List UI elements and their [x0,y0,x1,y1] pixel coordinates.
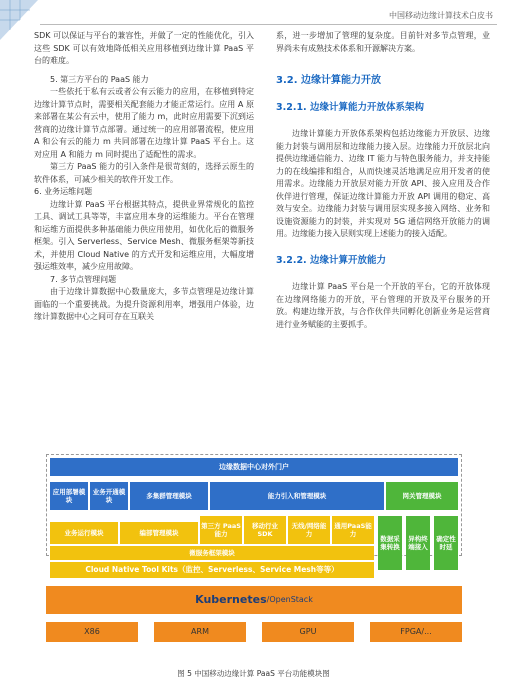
general-paas-box: 通用PaaS能力 [332,516,374,544]
orchestration-box: 编部管理模块 [120,522,198,544]
wireless-box: 无线/网络能力 [288,516,330,544]
paragraph: 由于边缘计算数据中心数量庞大，多节点管理是边缘计算面临的一个重要挑战。为提升资源利用率，增强用户体验，边缘计算数据中心之间可存在互联关 [34,287,254,321]
data-collect-box: 数据采集转换 [378,516,402,570]
subsection-title: 3.2.1. 边缘计算能力开放体系架构 [276,101,424,113]
hardware-fpga-box: FPGA/... [370,622,462,642]
app-deploy-box: 应用部署模块 [50,482,88,510]
left-column [34,30,254,324]
paragraph: 边缘计算 PaaS 平台根据其特点，提供业界常规化的监控工具、调试工具等等，丰富应用本身的运维能力。平台在管理和运维方面提供多种基础能力供应用使用，如优化后的微服务框架。引入 Serverless、Service Mesh、微服务框架等新技术，并使用 Cloud Native 的方式开发和运维应用，大幅度增强运维效率，减少应用故障。 [34,199,254,271]
kubernetes-box [46,586,462,614]
paragraph: SDK 可以保证与平台的兼容性，并做了一定的性能优化，引入这些 SDK 可以有效地降低相关应用移植到边缘计算 PaaS 平台的难度。 [34,31,254,65]
hardware-x86-box: X86 [46,622,138,642]
edge-sdk-box: 移动行业 SDK [244,516,286,544]
portal-box: 边缘数据中心对外门户 [50,458,458,476]
cloud-native-box: Cloud Native Tool Kits（监控、Serverless、Service Mesh等等） [50,562,374,578]
kubernetes-label: Kubernetes [195,593,267,606]
multi-cluster-box: 多集群管理模块 [130,482,208,510]
deterministic-box: 确定性时延 [434,516,458,570]
paragraph: 边缘计算能力开放体系架构包括边缘能力开放层、边缘能力封装与调用层和边缘能力接入层。边缘能力开放层北向提供边缘通信能力、边缘 IT 能力与特色服务能力，并支持能力的在线编排和组合，从而快速灵活地满足应用开发者的使用需求。边缘能力开放层对能力开放 API、接入应用及合作伙伴进行管理，保证边缘计算能力开放 API 调用的稳定、高效与安全。边缘能力封装与调用层实现多接入网络、业务和设施资源能力的封装，并实现对 5G 通信网络开放能力的调用。边缘能力接入层则实现上述能力的接入适配。 [276,129,490,238]
gateway-box: 网关管理模块 [386,482,458,510]
paragraph: 系，进一步增加了管理的复杂度。目前针对多节点管理，业界尚未有成熟技术体系和开源解决方案。 [276,31,490,53]
figure-caption: 图 5 中国移动边缘计算 PaaS 平台功能模块图 [177,669,330,678]
paas-architecture-diagram [40,452,468,649]
section-title: 3.2. 边缘计算能力开放 [276,75,381,86]
paragraph: 第三方 PaaS 能力的引入条件是很苛刻的，选择云原生的软件体系，可减少相关的软件开发工作。 [34,162,254,184]
hardware-arm-box: ARM [154,622,246,642]
corner-decoration [0,0,38,40]
paragraph: 一些依托于私有云或者公有云能力的应用，在移植到特定边缘计算节点时，需要相关配套能力才能正常运行。应用 A 原来部署在某公有云中，使用了能力 m，此时应用需要下沉到运营商的边缘计算节点部署。通过统一的应用部署流程，使应用 A 和公有云的能力 m 共同部署在边缘计算 PaaS 平台上。这对应用 A 和能力 m 同时提出了适配性的需求。 [34,87,254,159]
right-column [276,30,490,331]
hardware-gpu-box: GPU [262,622,354,642]
section-heading: 7. 多节点管理问题 [50,274,117,284]
third-party-paas-box: 第三方 PaaS能力 [200,516,242,544]
microservice-box: 微服务框架模块 [50,546,374,560]
section-heading: 5. 第三方平台的 PaaS 能力 [50,74,149,84]
section-heading: 6. 业务运维问题 [34,187,93,196]
capability-mgmt-box: 能力引入和管理模块 [210,482,384,510]
page-header-title: 中国移动边缘计算技术白皮书 [389,11,493,20]
openstack-label: /OpenStack [266,595,313,604]
heterogeneous-box: 异构终端接入 [406,516,430,570]
header-divider [40,24,497,25]
subsection-title: 3.2.2. 边缘计算开放能力 [276,254,386,266]
paragraph: 边缘计算 PaaS 平台是一个开放的平台，它的开放体现在边缘网络能力的开放，平台管理的开放及平台服务的开放。构建边缘开放，与合作伙伴共同孵化创新业务是运营商进行业务赋能的主要抓手。 [276,282,490,329]
app-ops-box: 业务运行模块 [50,522,118,544]
biz-open-box: 业务开通模块 [90,482,128,510]
